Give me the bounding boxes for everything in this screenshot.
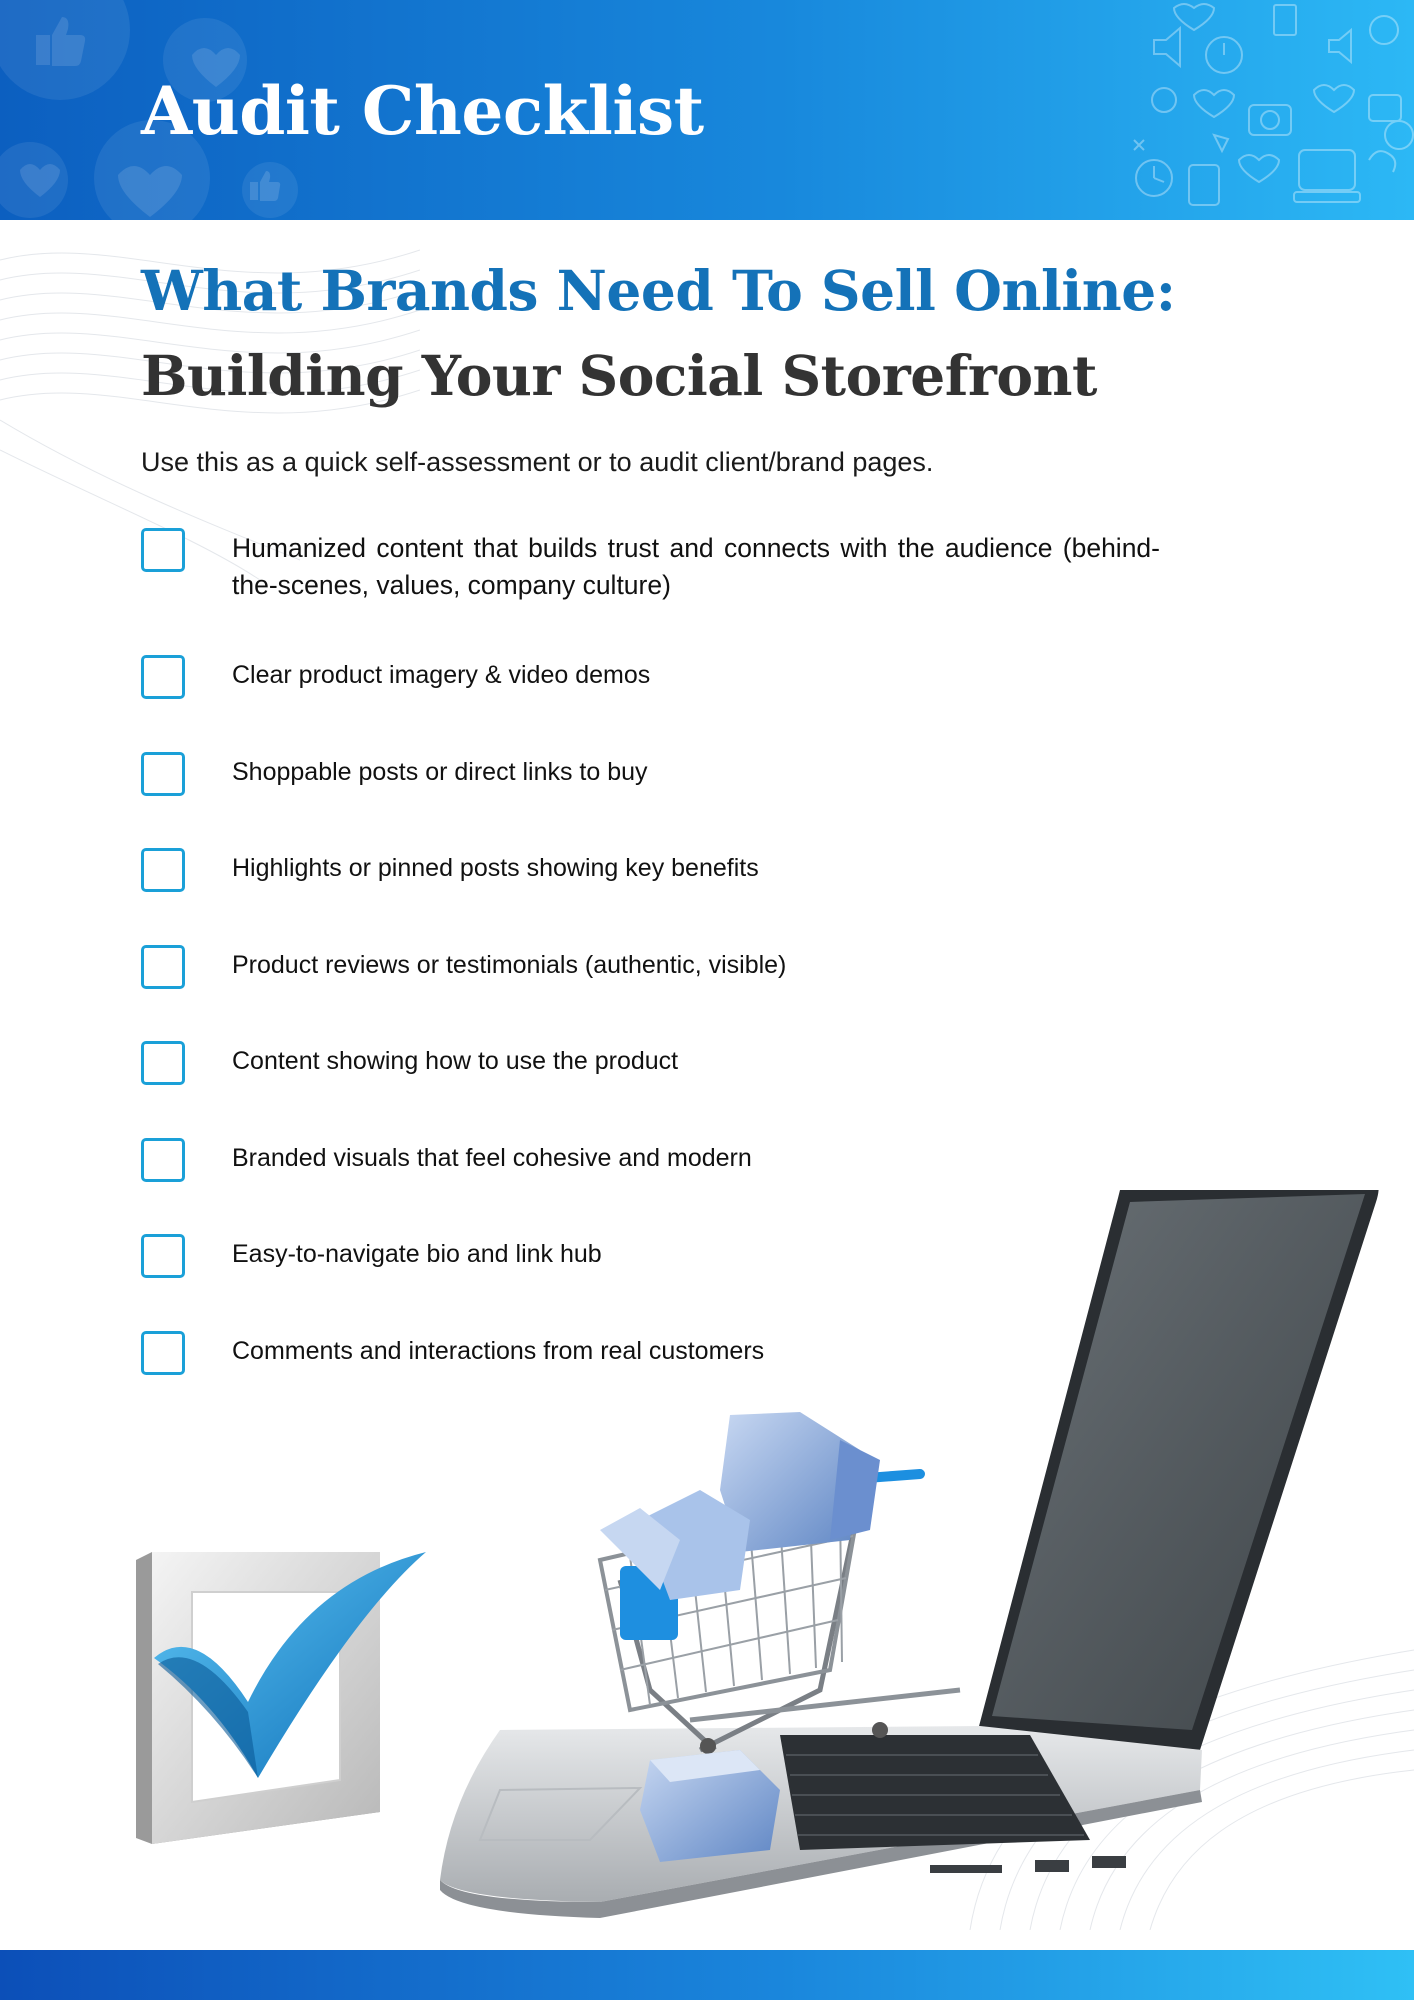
heading-line-2: Building Your Social Storefront (141, 343, 1097, 408)
header-banner (0, 0, 1414, 220)
checklist-item-label: Branded visuals that feel cohesive and modern (232, 1144, 752, 1172)
checkbox[interactable] (141, 848, 185, 892)
checklist-item-label: Clear product imagery & video demos (232, 661, 651, 689)
checklist-item-label: Easy-to-navigate bio and link hub (232, 1240, 602, 1268)
footer-bar (0, 1950, 1414, 2000)
social-media-doodles (1114, 0, 1414, 220)
heading-line-1: What Brands Need To Sell Online: (141, 258, 1176, 323)
checklist-item-label: Comments and interactions from real customers (232, 1337, 765, 1365)
checkbox[interactable] (141, 1234, 185, 1278)
checkbox[interactable] (141, 1331, 185, 1375)
page-title: Audit Checklist (141, 72, 704, 150)
checkbox[interactable] (141, 1138, 185, 1182)
checklist-item-label: Content showing how to use the product (232, 1047, 679, 1075)
checkbox[interactable] (141, 655, 185, 699)
checkbox[interactable] (141, 528, 185, 572)
checkbox[interactable] (141, 945, 185, 989)
checklist-item-label: Product reviews or testimonials (authentic, visible) (232, 951, 787, 979)
checkbox[interactable] (141, 752, 185, 796)
checklist-item-label: Shoppable posts or direct links to buy (232, 758, 648, 786)
checklist-item-label: Highlights or pinned posts showing key benefits (232, 854, 759, 882)
checklist-item-label: Humanized content that builds trust and connects with the audience (behind-the-scenes, values, company culture) (232, 533, 1160, 600)
laptop-icon (440, 1190, 1380, 1920)
intro-text: Use this as a quick self-assessment or to audit client/brand pages. (141, 447, 934, 477)
checkmark-icon (136, 1552, 436, 1848)
checkbox[interactable] (141, 1041, 185, 1085)
